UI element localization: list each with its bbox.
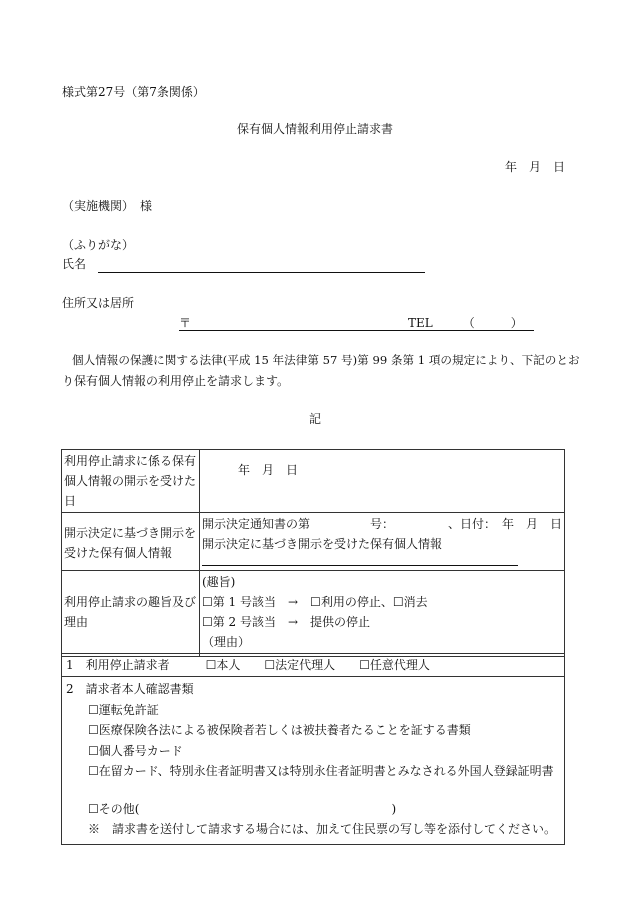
disclosed-info-underline	[202, 565, 518, 566]
id-documents-heading: 2 請求者本人確認書類	[66, 682, 194, 696]
purpose-reason-cell[interactable]	[199, 571, 564, 657]
purpose-reason-label: 利用停止請求の趣旨及び理由	[62, 571, 200, 657]
reason-heading: （理由）	[201, 635, 250, 649]
disclosed-info-line: 開示決定に基づき開示を受けた保有個人情報	[201, 537, 442, 551]
ki-mark: 記	[308, 412, 321, 426]
form-number: 様式第27号（第7条関係）	[62, 85, 205, 99]
request-date[interactable]: 年 月 日	[505, 160, 566, 174]
request-details-table	[61, 449, 565, 657]
address-label: 住所又は居所	[62, 296, 135, 310]
id-documents-cell	[62, 677, 565, 845]
addressee: （実施機関） 様	[62, 199, 153, 213]
requester-type-cell[interactable]	[62, 654, 565, 677]
clause-1-option[interactable]: ☐第 1 号該当 → ☐利用の停止、☐消去	[201, 595, 428, 609]
page-title: 保有個人情報利用停止請求書	[236, 122, 393, 136]
doc-my-number-card[interactable]: ☐個人番号カード	[88, 743, 183, 758]
requester-info-table	[61, 653, 565, 845]
name-label: 氏名	[62, 257, 87, 271]
notice-number-line: 開示決定通知書の第 号： 、日付： 年 月 日	[201, 517, 562, 531]
intro-line-2: り保有個人情報の利用停止を請求します。	[62, 374, 290, 388]
requester-type-options[interactable]: 1 利用停止請求者 ☐本人 ☐法定代理人 ☐任意代理人	[66, 658, 430, 672]
name-field[interactable]	[98, 272, 425, 273]
furigana-label: （ふりがな）	[62, 238, 135, 252]
mail-request-note: ※ 請求書を送付して請求する場合には、加えて住民票の写し等を添付してください。	[88, 822, 557, 836]
doc-health-insurance[interactable]: ☐医療保険各法による被保険者若しくは被扶養者たることを証する書類	[88, 723, 471, 737]
doc-drivers-license[interactable]: ☐運転免許証	[88, 702, 159, 717]
disclosed-info-label: 開示決定に基づき開示を受けた保有個人情報	[62, 513, 200, 571]
disclosure-date-label: 利用停止請求に係る保有個人情報の開示を受けた日	[62, 450, 200, 513]
intro-line-1: 個人情報の保護に関する法律(平成 15 年法律第 57 号)第 99 条第 1 項の規定により、下記のとお	[72, 353, 580, 367]
purpose-heading: (趣旨)	[201, 575, 236, 589]
disclosed-info-cell[interactable]	[199, 513, 564, 571]
address-field[interactable]	[179, 330, 534, 331]
postal-mark: 〒	[179, 316, 192, 330]
doc-other[interactable]: ☐その他( )	[88, 801, 397, 816]
disclosure-date-cell[interactable]	[199, 450, 564, 513]
doc-residence-card[interactable]: ☐在留カード、特別永住者証明書又は特別永住者証明書とみなされる外国人登録証明書	[88, 764, 554, 778]
tel-label: TEL （ ）	[408, 316, 523, 330]
disclosure-date-value: 年 月 日	[237, 463, 298, 477]
clause-2-option[interactable]: ☐第 2 号該当 → 提供の停止	[201, 615, 371, 629]
